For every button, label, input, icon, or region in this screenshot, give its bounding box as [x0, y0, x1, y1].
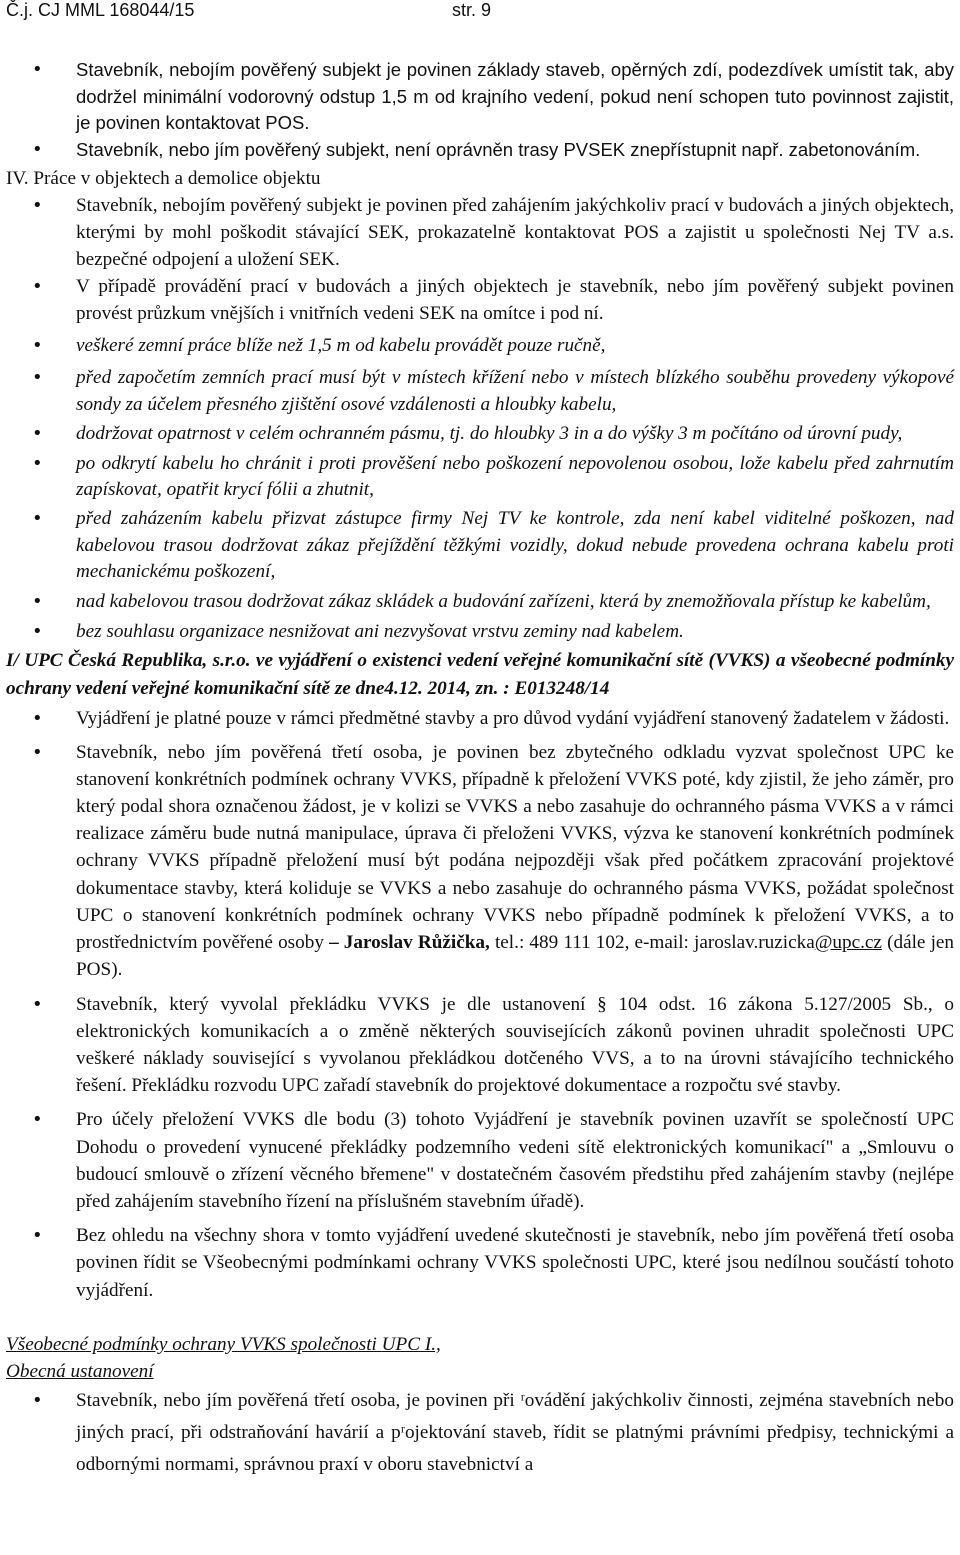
list-item: • před zaházením kabelu přizvat zástupce firmy Nej TV ke kontrole, zda není kabel viditelné poškozen, nad kabelovou trasou dodržovat zákaz přejíždění těžkými vozidly, dokud nebude provedena ochrana kabelu proti mechanickému poškození, [6, 506, 954, 585]
list-item: • Stavebník, nebojím pověřený subjekt je povinen základy staveb, opěrných zdí, podezdívek umístit tak, aby dodržel minimální vodorovný odstup 1,5 m od krajního vedení, pokud není schopen tuto povinnost zajistit, je povinen kontaktovat POS. [6, 57, 954, 137]
upc-bullet-list [6, 705, 954, 1303]
italic-bullet-list [6, 333, 954, 645]
section-iv-list [6, 192, 954, 327]
page-number: str. 9 [452, 0, 492, 20]
list-item: • nad kabelovou trasou dodržovat zákaz skládek a budování zařízeni, která by znemožňovala přístup ke kabelům, [6, 589, 954, 615]
list-item: • Stavebník, který vyvolal překládku VVKS je dle ustanovení § 104 odst. 16 zákona 5.127/2005 Sb., o elektronických komunikacích a o změně některých souvisejících zákonů povinen uhradit společnosti UPC veškeré náklady související s vyvolanou překládkou dotčeného VVS, a to na úrovni stávajícího technického řešení. Překládku rozvodu UPC zařadí stavebník do projektové dokumentace a rozpočtu své stavby. [6, 991, 954, 1100]
list-item: • V případě provádění prací v budovách a jiných objektech je stavebník, nebo jím pověřený subjekt povinen provést průzkum vnějších i vnitřních vedeni SEK na omítce i pod ní. [6, 273, 954, 327]
list-item: • dodržovat opatrnost v celém ochranném pásmu, tj. do hloubky 3 in a do výšky 3 m počítáno od úrovní pudy, [6, 421, 954, 447]
list-item: • Stavebník, nebojím pověřený subjekt je povinen před zahájením jakýchkoliv prací v budovách a jiných objektech, kterými by mohl poškodit stávající SEK, prokazatelně kontaktovat POS a zajistit u společnosti Nej TV a.s. bezpečné odpojení a uložení SEK. [6, 192, 954, 273]
reference-number: Č.j. CJ MML 168044/15 [6, 0, 195, 20]
general-subtitle: Obecná ustanovení [6, 1360, 154, 1382]
general-title-part-a: Všeobecné podmínky ochrany VVKS společnosti [6, 1333, 382, 1355]
top-bullet-list [6, 57, 954, 163]
upc-bullet-contact-text: Stavebník, nebo jím pověřená třetí osoba, je povinen bez zbytečného odkladu vyzvat společnost UPC ke stanovení konkrétních podmínek ochrany VVKS, případně k přeložení VVKS poté, kdy zjistil, že jeho záměr, pro který podal shora označenou žádost, je v kolizi se VVKS a nebo zasahuje do ochranného pásma VVKS a v rámci realizace záměru bude nutná manipulace, úprava či přeloženi VVKS, výzva ke stanovení konkrétních podmínek ochrany VVKS případně přeložení musí být podána nejpozději však před počátkem zpracování projektové dokumentace stavby, která koliduje se VVKS a nebo zasahuje do ochranného pásma VVKS, požádat společnost UPC o stanovení konkrétních podmínek ochrany VVKS nebo případně podmínek k přeložení VVKS, a to prostřednictvím pověřené osoby – Jaroslav Růžička, tel.: 489 111 102, e-mail: jaroslav.ruzicka@upc.cz (dále jen POS). [76, 741, 955, 981]
general-bullet-list [6, 1385, 954, 1481]
list-item: • před započetím zemních prací musí být v místech křížení nebo v místech blízkého souběhu provedeny výkopové sondy za účelem přesného zjištění osové vzdálenosti a hloubky kabelu, [6, 365, 954, 418]
list-item: • Stavebník, nebo jím pověřená třetí osoba, je povinen při ʳovádění jakýchkoliv činnosti, zejména stavebních nebo jiných prací, při odstraňování havárií a pʳojektování staveb, řídit se platnými právními předpisy, technickými a odbornými normami, správnou praxí v oboru stavebnictví a [6, 1385, 954, 1481]
list-item: • bez souhlasu organizace nesnižovat ani nezvyšovat vrstvu zeminy nad kabelem. [6, 619, 954, 645]
email-link[interactable]: @upc.cz [814, 932, 882, 954]
page-header [6, 0, 954, 22]
upc-heading: I/ UPC Česká Republika, s.r.o. ve vyjádření o existenci vedení veřejné komunikační sítě (VVKS) a všeobecné podmínky ochrany vedení veřejné komunikační sítě ze dne4.12. 2014, zn. : E013248/14 [6, 650, 954, 700]
list-item: • Stavebník, nebo jím pověřený subjekt, není oprávněn trasy PVSEK znepřístupnit např. zabetonováním. [6, 137, 954, 164]
section-iv [6, 165, 954, 327]
general-conditions-title [6, 1331, 954, 1358]
list-item: • po odkrytí kabelu ho chránit i proti prověšení nebo poškození nepovolenou osobou, lože kabelu před zahrnutím zapískovat, opatřit krycí fólii a zhutnit, [6, 451, 954, 504]
list-item: • veškeré zemní práce blíže než 1,5 m od kabelu provádět pouze ručně, [6, 333, 954, 359]
list-item: • Vyjádření je platné pouze v rámci předmětné stavby a pro důvod vydání vyjádření stanovený žadatelem v žádosti. [6, 705, 954, 732]
section-iv-title: IV. Práce v objektech a demolice objektu [6, 168, 321, 189]
list-item: • Pro účely přeložení VVKS dle bodu (3) tohoto Vyjádření je stavebník povinen uzavřít se společností UPC Dohodu o provedení vynucené překládky podzemního vedeni sítě elektronických komunikací" a „Smlouvu o budoucí smlouvě o zřízení věcného břemene" v dostatečném časovém předstihu před zahájením stavby (nejlépe před zahájením stavebního řízení na příslušném stavebním úřadě). [6, 1106, 954, 1215]
general-title-part-b: UPC I., [381, 1333, 441, 1355]
list-item [6, 739, 954, 984]
list-item: • Bez ohledu na všechny shora v tomto vyjádření uvedené skutečnosti je stavebník, nebo jím pověřená třetí osoba povinen řídit se Všeobecnými podmínkami ochrany VVKS společnosti UPC, které jsou nedílnou součástí tohoto vyjádření. [6, 1222, 954, 1304]
